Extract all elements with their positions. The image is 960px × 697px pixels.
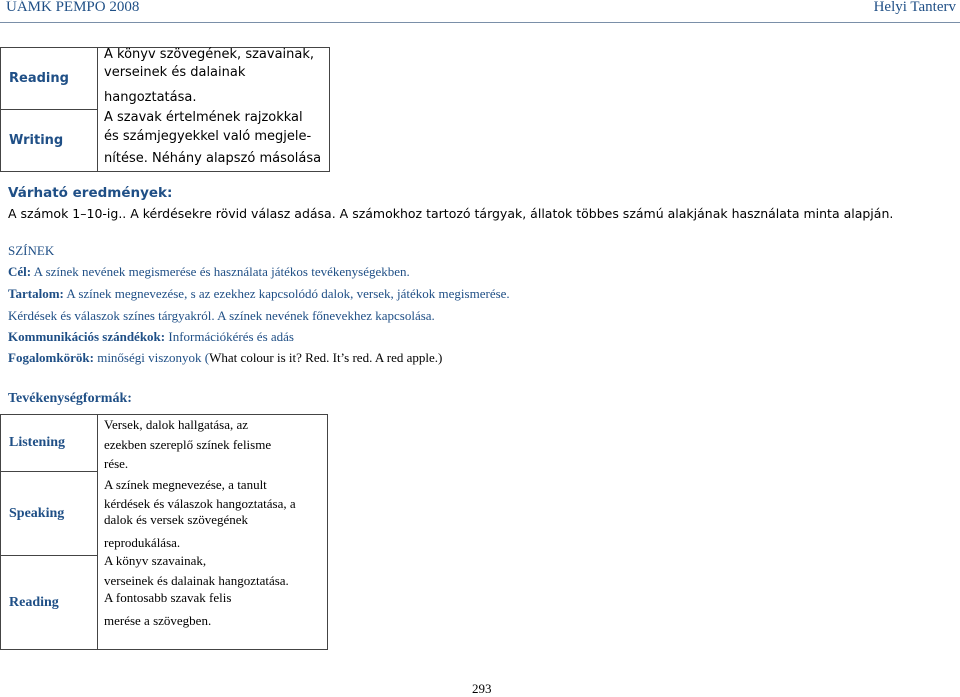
- cell-line: A könyv szövegének, szavainak,: [104, 47, 315, 62]
- goal-label: Cél:: [8, 264, 32, 279]
- cell-line: A színek megnevezése, a tanult: [104, 477, 267, 492]
- communication-line: [8, 329, 294, 345]
- skill-label: Writing: [1, 110, 98, 172]
- concepts-text-c: ): [438, 350, 443, 365]
- communication-label: Kommunikációs szándékok:: [8, 329, 166, 344]
- expected-text: A számok 1–10-ig.. A kérdésekre rövid válasz adása. A számokhoz tartozó tárgyak, állatok többes számú alakjának használata minta alapján.: [8, 206, 894, 221]
- page-number: 293: [472, 681, 492, 696]
- concepts-label: Fogalomkörök:: [8, 350, 94, 365]
- cell-line: A fontosabb szavak felis: [104, 590, 232, 605]
- cell-line: merése a szövegben.: [104, 613, 212, 628]
- cell-line: A könyv szavainak,: [104, 553, 207, 568]
- cell-line: és számjegyekkel való megjele-: [104, 129, 312, 144]
- goal-line: [8, 264, 410, 280]
- cell-line: Versek, dalok hallgatása, az: [104, 417, 249, 432]
- cell-line: A szavak értelmének rajzokkal: [104, 110, 303, 125]
- expected-heading: Várható eredmények:: [8, 185, 173, 201]
- goal-text: A színek nevének megismerése és használata játékos tevékenységekben.: [31, 264, 410, 279]
- content-text: A színek megnevezése, s az ezekhez kapcsolódó dalok, versek, játékok megismerése.: [63, 286, 510, 301]
- header-divider: [0, 22, 960, 23]
- skill-label: Speaking: [1, 472, 98, 556]
- cell-line: ezekben szereplő színek felisme: [104, 437, 272, 452]
- concepts-text-a: minőségi viszonyok (: [93, 350, 210, 365]
- skill-label: Reading: [1, 48, 98, 110]
- colors-nouns-text: A színek nevének főnevekhez kapcsolása.: [214, 308, 435, 323]
- cell-line: reprodukálása.: [104, 535, 181, 550]
- questions-line: [8, 308, 435, 324]
- concepts-line: [8, 350, 442, 366]
- communication-text: Információkérés és adás: [165, 329, 294, 344]
- skill-label: Listening: [1, 415, 98, 472]
- cell-line: verseinek és dalainak hangoztatása.: [104, 573, 289, 588]
- cell-line: verseinek és dalainak: [104, 65, 246, 80]
- content-label: Tartalom:: [8, 286, 64, 301]
- cell-line: dalok és versek szövegének: [104, 512, 249, 527]
- concepts-text-b: What colour is it? Red. It’s red. A red apple.: [209, 350, 439, 365]
- cell-line: rése.: [104, 456, 129, 471]
- skill-label: Reading: [1, 556, 98, 650]
- cell-line: kérdések és válaszok hangoztatása, a: [104, 496, 296, 511]
- cell-line: hangoztatása.: [104, 90, 197, 105]
- header-subtitle: Helyi Tanterv: [873, 0, 956, 15]
- questions-text: Kérdések és válaszok színes tárgyakról.: [8, 308, 215, 323]
- section-heading: SZÍNEK: [8, 243, 55, 258]
- activities-heading: Tevékenységformák:: [8, 391, 132, 406]
- cell-line: nítése. Néhány alapszó másolása: [104, 151, 322, 166]
- content-line: [8, 286, 510, 302]
- header-title: ÚÁMK PEMPO 2008: [6, 0, 140, 15]
